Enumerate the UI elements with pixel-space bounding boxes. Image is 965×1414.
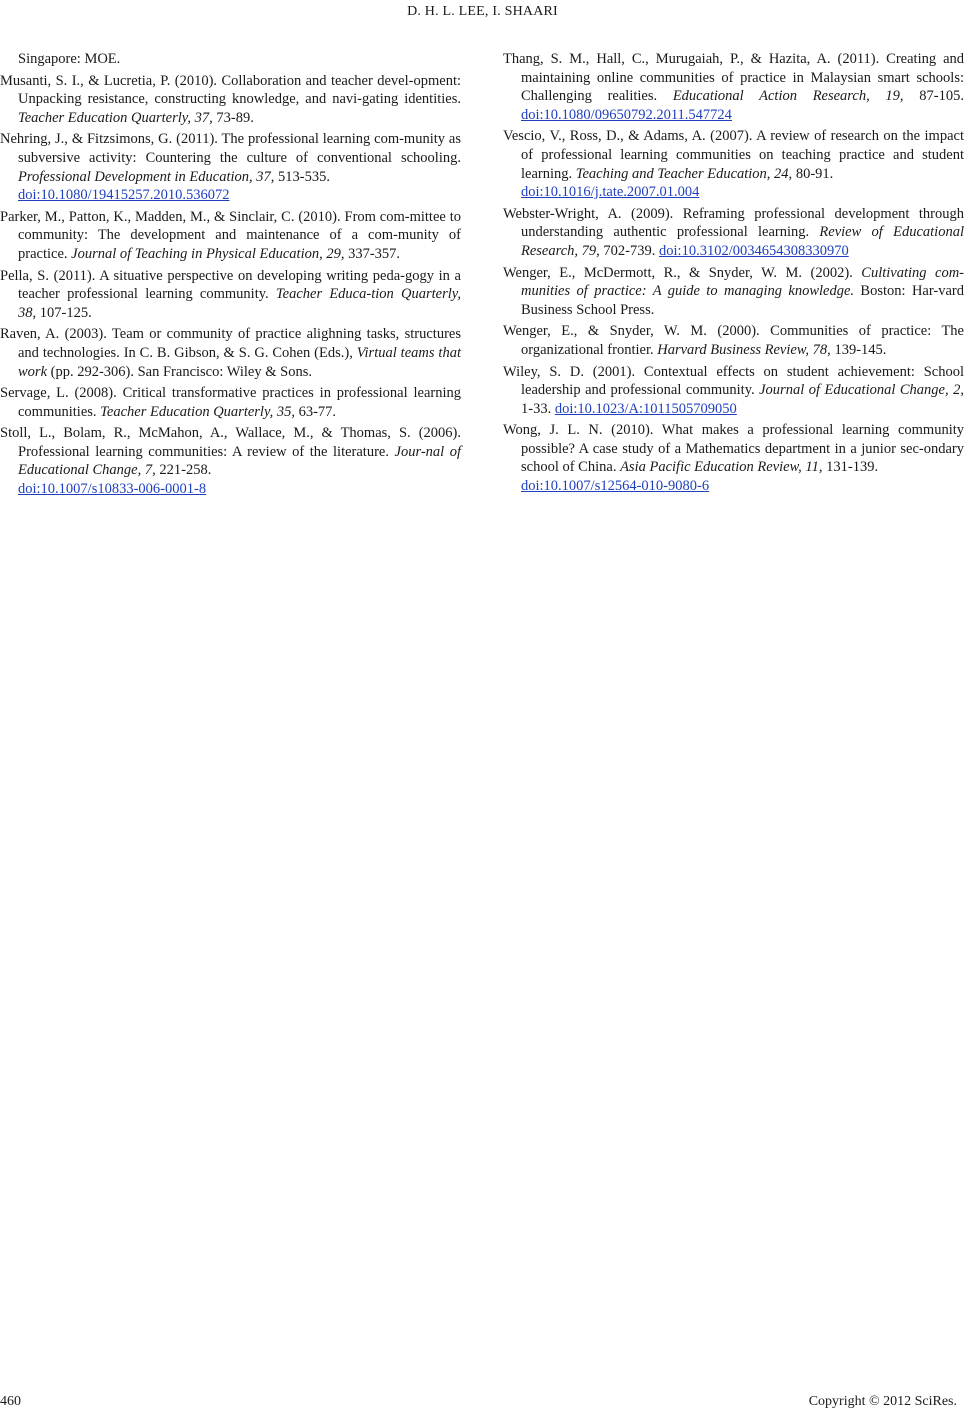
- references-right-column: [503, 50, 964, 499]
- doi-link[interactable]: doi:10.1007/s10833-006-0001-8: [18, 481, 207, 498]
- reference-item: Thang, S. M., Hall, C., Murugaiah, P., & Hazita, A. (2011). Creating and maintaining online communities of practice in Malaysian smart schools: Challenging realities. Educational Action Research, 19, 87-105. doi:10.1080/09650792.2011.547724: [503, 51, 964, 123]
- doi-link[interactable]: doi:10.1080/19415257.2010.536072: [18, 187, 230, 204]
- reference-item: Pella, S. (2011). A situative perspective on developing writing peda-gogy in a teacher professional learning community. Teacher Educa-tion Quarterly, 38, 107-125.: [0, 267, 461, 321]
- reference-item: Wenger, E., McDermott, R., & Snyder, W. M. (2002). Cultivating com-munities of practice: A guide to managing knowledge. Boston: Har-vard Business School Press.: [503, 264, 964, 318]
- doi-link[interactable]: doi:10.1016/j.tate.2007.01.004: [521, 184, 700, 201]
- reference-item: Stoll, L., Bolam, R., McMahon, A., Wallace, M., & Thomas, S. (2006). Professional learning communities: A review of the literature. Jour-nal of Educational Change, 7, 221-258. doi:10.1007/s10833-006-0001-8: [0, 425, 461, 498]
- reference-item: Parker, M., Patton, K., Madden, M., & Sinclair, C. (2010). From com-mittee to community: The development and maintenance of a com-munity of practice. Journal of Teaching in Physical Education, 29, 337-357.: [0, 208, 461, 262]
- reference-item: Wenger, E., & Snyder, W. M. (2000). Communities of practice: The organizational frontier. Harvard Business Review, 78, 139-145.: [503, 323, 964, 358]
- doi-link[interactable]: doi:10.1080/09650792.2011.547724: [521, 106, 732, 123]
- doi-link[interactable]: doi:10.1007/s12564-010-9080-6: [521, 478, 710, 495]
- running-head: D. H. L. LEE, I. SHAARI: [407, 4, 558, 19]
- reference-item: Musanti, S. I., & Lucretia, P. (2010). Collaboration and teacher devel-opment: Unpacking resistance, constructing knowledge, and navi-gating identities. Teacher Education Quarterly, 37, 73-89.: [0, 72, 461, 126]
- reference-item: Wong, J. L. N. (2010). What makes a professional learning community possible? A case study of a Mathematics department in a junior sec-ondary school of China. Asia Pacific Education Review, 11, 131-139. doi:10.1007/s12564-010-9080-6: [503, 422, 964, 495]
- reference-item: Wiley, S. D. (2001). Contextual effects on student achievement: School leadership and professional community. Journal of Educational Change, 2, 1-33. doi:10.1023/A:1011505709050: [503, 363, 964, 417]
- copyright-notice: Copyright © 2012 SciRes.: [808, 1394, 957, 1409]
- reference-item: Raven, A. (2003). Team or community of practice alighning tasks, structures and technologies. In C. B. Gibson, & S. G. Cohen (Eds.), Virtual teams that work (pp. 292-306). San Francisco: Wiley & Sons.: [0, 326, 461, 380]
- doi-link[interactable]: doi:10.3102/0034654308330970: [659, 242, 849, 259]
- reference-item: Singapore: MOE.: [18, 51, 121, 67]
- reference-item: Servage, L. (2008). Critical transformative practices in professional learning communities. Teacher Education Quarterly, 35, 63-77.: [0, 385, 461, 420]
- references-left-column: [0, 50, 461, 502]
- doi-link[interactable]: doi:10.1023/A:1011505709050: [554, 400, 737, 417]
- reference-item: Vescio, V., Ross, D., & Adams, A. (2007). A review of research on the impact of professional learning communities on teaching practice and student learning. Teaching and Teacher Education, 24, 80-91. doi:10.1016/j.tate.2007.01.004: [503, 128, 964, 201]
- page-number: 460: [0, 1394, 21, 1409]
- reference-item: Nehring, J., & Fitzsimons, G. (2011). The professional learning com-munity as subversive activity: Countering the culture of conventional schooling. Professional Development in Education, 37, 513-535. doi:10.1080/19415257.2010.536072: [0, 131, 461, 204]
- reference-item: Webster-Wright, A. (2009). Reframing professional development through understanding authentic professional learning. Review of Educational Research, 79, 702-739. doi:10.3102/0034654308330970: [503, 205, 964, 259]
